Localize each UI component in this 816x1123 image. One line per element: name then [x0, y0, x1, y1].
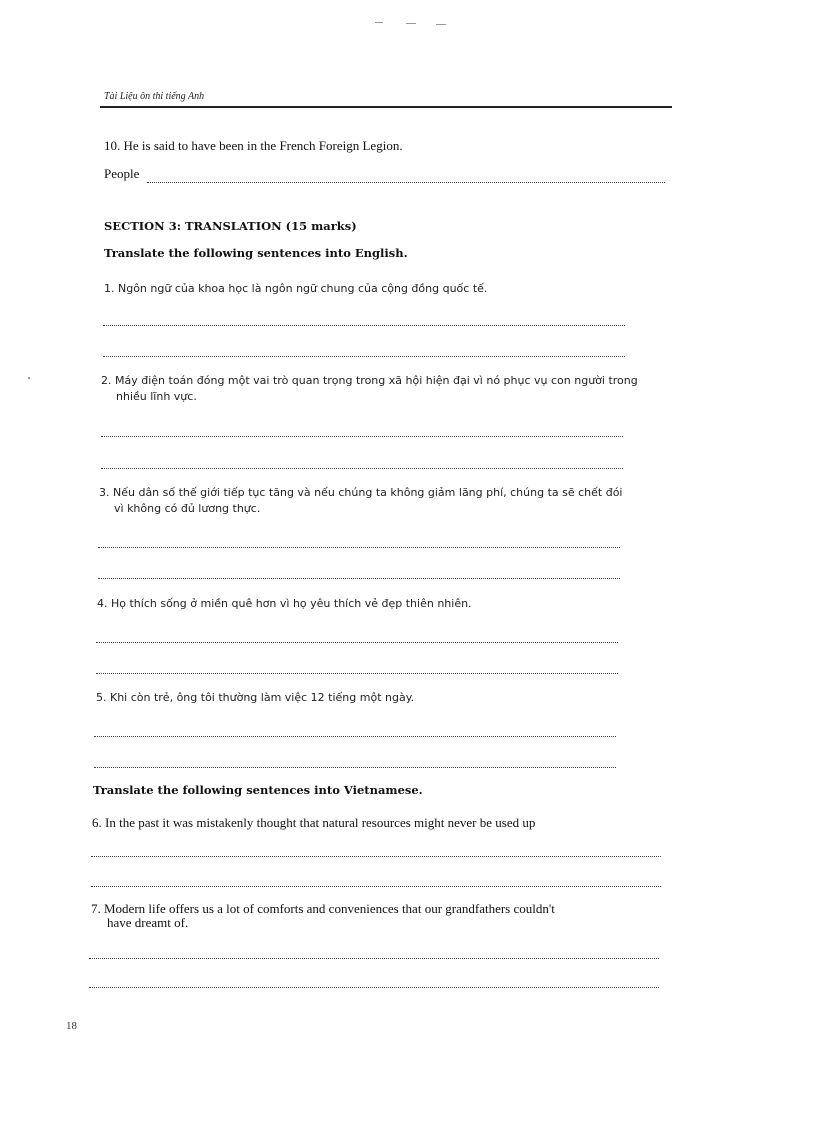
answer-line[interactable]: [89, 958, 659, 959]
answer-line[interactable]: [103, 356, 625, 357]
answer-line[interactable]: [91, 856, 661, 857]
instruction-english: Translate the following sentences into English.: [104, 246, 408, 260]
scan-mark: [375, 22, 383, 23]
question-6: 6. In the past it was mistakenly thought that natural resources might never be used up: [92, 815, 536, 830]
scan-mark: [436, 24, 446, 25]
answer-line[interactable]: [103, 325, 625, 326]
question-4: 4. Họ thích sống ở miền quê hơn vì họ yêu thích vẻ đẹp thiên nhiên.: [97, 597, 472, 610]
page-number: 18: [66, 1020, 77, 1032]
answer-line[interactable]: [101, 436, 623, 437]
answer-line[interactable]: [91, 886, 661, 887]
header-rule: [100, 106, 672, 108]
answer-line[interactable]: [96, 642, 618, 643]
question-2-line-2: nhiều lĩnh vực.: [116, 390, 197, 403]
answer-line[interactable]: [94, 736, 616, 737]
question-1: 1. Ngôn ngữ của khoa học là ngôn ngữ chung của cộng đồng quốc tế.: [104, 282, 488, 295]
answer-line[interactable]: [94, 767, 616, 768]
answer-line[interactable]: [98, 547, 620, 548]
answer-line[interactable]: [96, 673, 618, 674]
question-7-line-2: have dreamt of.: [107, 915, 189, 930]
answer-line[interactable]: [89, 987, 659, 988]
question-3-line-2: vì không có đủ lương thực.: [114, 502, 261, 515]
answer-line[interactable]: [101, 468, 623, 469]
question-7-line-1: 7. Modern life offers us a lot of comforts and conveniences that our grandfathers couldn't: [91, 901, 555, 916]
answer-line[interactable]: [98, 578, 620, 579]
item-10-sentence: 10. He is said to have been in the French Foreign Legion.: [104, 138, 403, 153]
instruction-vietnamese: Translate the following sentences into Vietnamese.: [93, 783, 423, 797]
scan-mark: [28, 377, 30, 379]
question-5: 5. Khi còn trẻ, ông tôi thường làm việc 12 tiếng một ngày.: [96, 691, 415, 704]
question-2-line-1: 2. Máy điện toán đóng một vai trò quan trọng trong xã hội hiện đại vì nó phục vụ con người trong: [101, 374, 638, 387]
section-heading: SECTION 3: TRANSLATION (15 marks): [104, 219, 357, 233]
question-3-line-1: 3. Nếu dân số thế giới tiếp tục tăng và nếu chúng ta không giảm lãng phí, chúng ta sẽ chết đói: [99, 486, 623, 499]
item-10-prompt: People: [104, 166, 140, 181]
item-10-answer-line[interactable]: [147, 182, 665, 183]
scan-mark: [406, 23, 416, 24]
running-header: Tài Liệu ôn thi tiếng Anh: [104, 91, 205, 102]
